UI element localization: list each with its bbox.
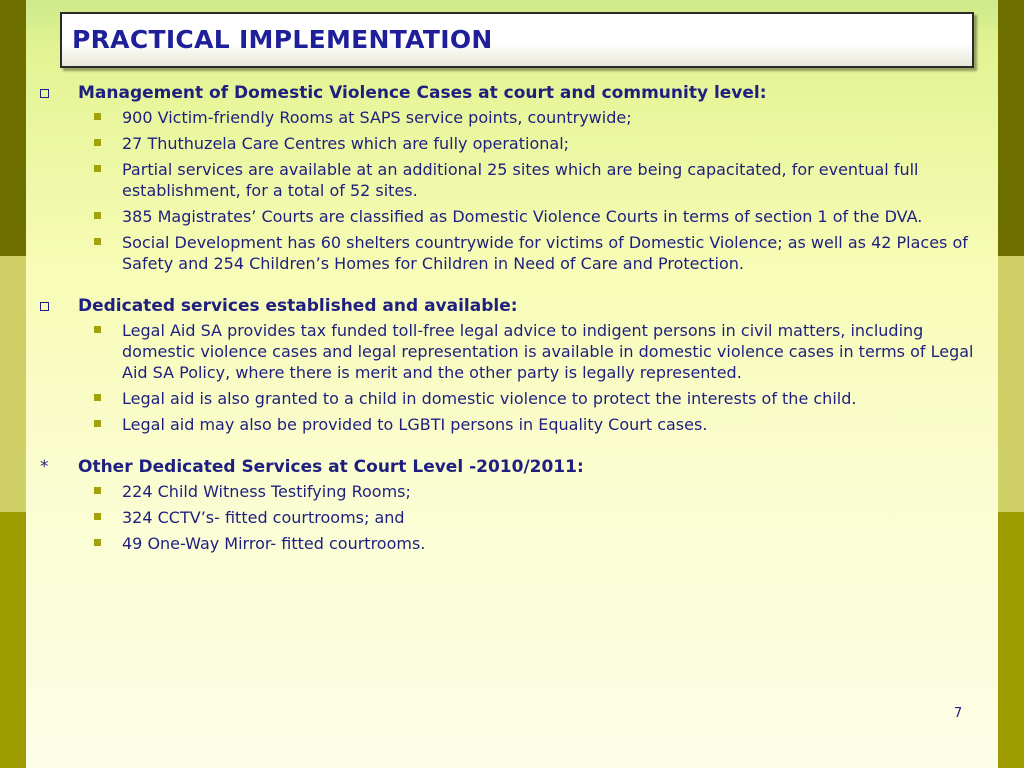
right-border-middle (998, 256, 1024, 512)
page-number: 7 (954, 706, 963, 721)
list-item (26, 107, 998, 128)
slide-content (26, 82, 998, 575)
section-management (26, 82, 998, 274)
list-item (26, 414, 998, 435)
section-heading-text: Other Dedicated Services at Court Level -2010/2011: (78, 457, 584, 477)
list-item (26, 133, 998, 154)
list-item-text: 49 One-Way Mirror- fitted courtrooms. (122, 534, 426, 553)
list-item (26, 507, 998, 528)
section-dedicated-services (26, 295, 998, 435)
list-item (26, 206, 998, 227)
square-bullet-icon (94, 513, 101, 520)
hollow-square-bullet-icon (40, 302, 49, 311)
slide-title: PRACTICAL IMPLEMENTATION (72, 25, 493, 54)
title-box (60, 12, 974, 68)
section-heading (26, 82, 998, 104)
square-bullet-icon (94, 420, 101, 427)
list-item-text: Legal aid is also granted to a child in domestic violence to protect the interests of the child. (122, 389, 857, 408)
section-heading-text: Dedicated services established and available: (78, 296, 518, 316)
right-border-top (998, 0, 1024, 256)
list-item-text: 324 CCTV’s- fitted courtrooms; and (122, 508, 405, 527)
slide (26, 0, 998, 768)
square-bullet-icon (94, 539, 101, 546)
bullet-list (26, 320, 998, 435)
list-item (26, 533, 998, 554)
hollow-square-bullet-icon (40, 89, 49, 98)
section-court-level (26, 456, 998, 554)
square-bullet-icon (94, 238, 101, 245)
list-item-text: 224 Child Witness Testifying Rooms; (122, 482, 411, 501)
asterisk-bullet: * (40, 457, 49, 477)
list-item (26, 232, 998, 274)
list-item (26, 320, 998, 383)
square-bullet-icon (94, 394, 101, 401)
square-bullet-icon (94, 139, 101, 146)
list-item (26, 388, 998, 409)
section-heading-text: Management of Domestic Violence Cases at court and community level: (78, 83, 767, 103)
list-item-text: Social Development has 60 shelters countrywide for victims of Domestic Violence; as well as 42 Places of Safety and 254 Children’s Homes for Children in Need of Care and Protection. (122, 233, 968, 273)
list-item (26, 481, 998, 502)
square-bullet-icon (94, 487, 101, 494)
left-border-bottom (0, 512, 26, 768)
square-bullet-icon (94, 212, 101, 219)
square-bullet-icon (94, 326, 101, 333)
square-bullet-icon (94, 113, 101, 120)
left-border-top (0, 0, 26, 256)
bullet-list (26, 481, 998, 554)
list-item (26, 159, 998, 201)
list-item-text: 27 Thuthuzela Care Centres which are fully operational; (122, 134, 570, 153)
section-heading (26, 295, 998, 317)
list-item-text: Partial services are available at an additional 25 sites which are being capacitated, for eventual full establishment, for a total of 52 sites. (122, 160, 919, 200)
right-border-bottom (998, 512, 1024, 768)
list-item-text: Legal Aid SA provides tax funded toll-free legal advice to indigent persons in civil matters, including domestic violence cases and legal representation is available in domestic violence cases in terms of Legal Aid SA Policy, where there is merit and the other party is legally represented. (122, 321, 974, 382)
bullet-list (26, 107, 998, 274)
section-heading (26, 456, 998, 478)
list-item-text: 385 Magistrates’ Courts are classified as Domestic Violence Courts in terms of section 1 of the DVA. (122, 207, 923, 226)
list-item-text: Legal aid may also be provided to LGBTI persons in Equality Court cases. (122, 415, 708, 434)
square-bullet-icon (94, 165, 101, 172)
list-item-text: 900 Victim-friendly Rooms at SAPS service points, countrywide; (122, 108, 632, 127)
left-border-middle (0, 256, 26, 512)
